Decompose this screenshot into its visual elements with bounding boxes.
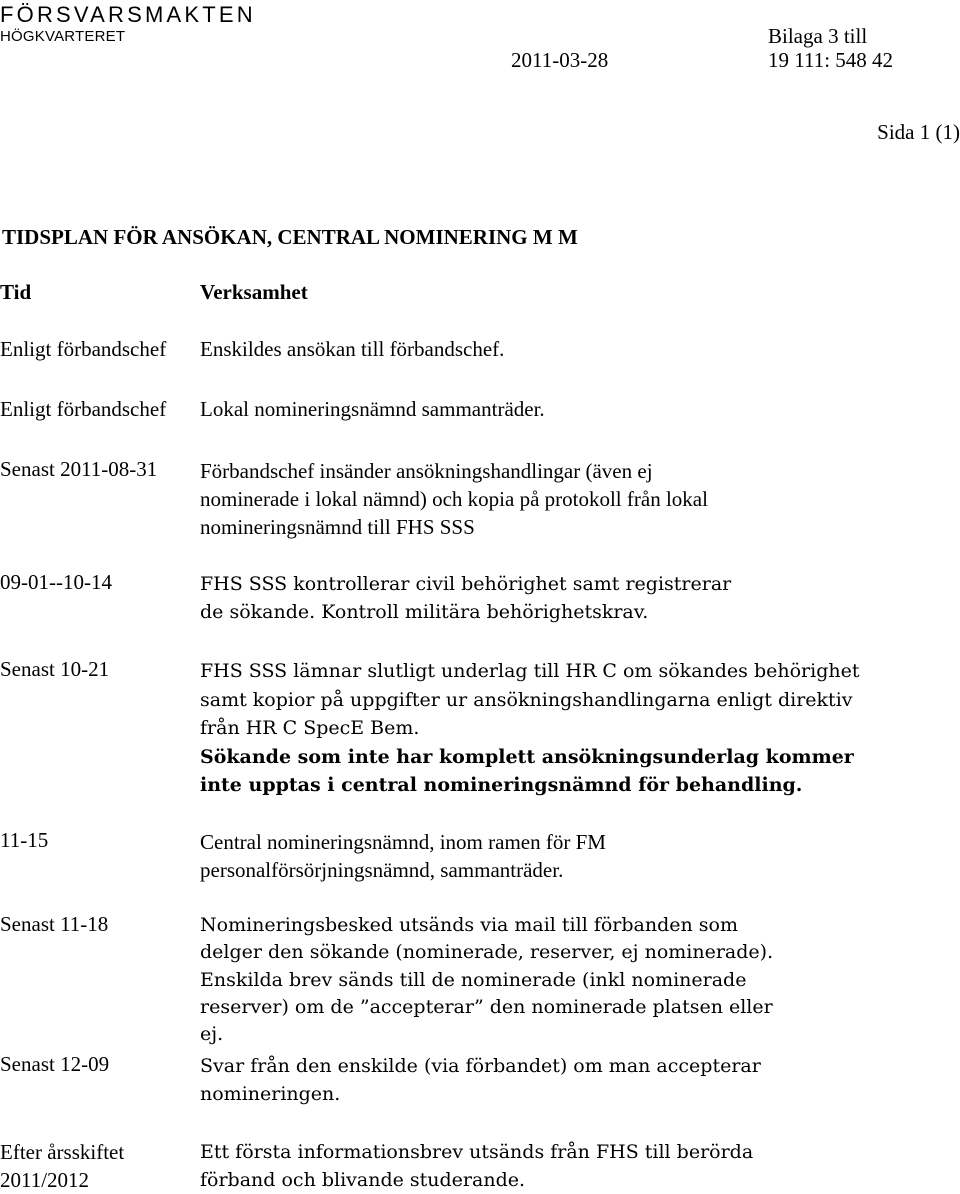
row-activity [200,457,708,541]
activity-line: Nomineringsbesked utsänds via mail till förbanden som [200,914,738,936]
column-header-tid: Tid [0,280,32,304]
activity-line-bold: inte upptas i central nomineringsnämnd för behandling. [200,774,803,797]
unit-name: HÖGKVARTERET [0,28,126,45]
activity-line: personalförsörjningsnämnd, sammanträder. [200,858,564,882]
activity-line: ej. [200,1023,224,1046]
activity-line: Ett första informationsbrev utsänds från FHS till berörda [200,1141,754,1163]
row-activity [200,912,773,1048]
activity-line-bold: Sökande som inte har komplett ansökningsunderlag kommer [200,745,854,768]
row-time: Senast 12-09 [0,1052,110,1076]
activity-line: Förbandschef insänder ansökningshandlingar (även ej [200,459,653,483]
row-time: Senast 10-21 [0,657,110,681]
row-time: Senast 2011-08-31 [0,457,158,481]
activity-line: nomineringsnämnd till FHS SSS [200,515,475,539]
row-time: Senast 11-18 [0,912,109,936]
activity-line: nomineringen. [200,1083,341,1105]
row-time: 09-01--10-14 [0,570,112,594]
row-activity [200,337,504,362]
activity-line: nominerade i lokal nämnd) och kopia på protokoll från lokal [200,487,708,511]
document-title: TIDSPLAN FÖR ANSÖKAN, CENTRAL NOMINERING M M [2,225,578,249]
activity-line: Enskilda brev sänds till de nominerade (inkl nominerade [200,968,747,991]
row-time [0,1138,124,1194]
column-header-verksamhet: Verksamhet [200,280,308,304]
activity-line: Enskildes ansökan till förbandschef. [200,337,505,361]
activity-line: FHS SSS kontrollerar civil behörighet samt registrerar [200,573,732,595]
activity-line: Svar från den enskilde (via förbandet) om man accepterar [200,1055,761,1077]
activity-line: från HR C SpecE Bem. [200,717,420,740]
row-time-line: Efter årsskiftet [0,1140,125,1164]
row-activity [200,1052,761,1108]
row-time: Enligt förbandschef [0,337,167,361]
row-activity [200,397,545,422]
row-activity [200,1138,753,1194]
document-date: 2011-03-28 [511,48,609,72]
activity-line: FHS SSS lämnar slutligt underlag till HR C om sökandes behörighet [200,660,860,682]
row-time-line: 2011/2012 [0,1168,90,1192]
activity-line: reserver) om de ”accepterar” den nominerade platsen eller [200,995,773,1018]
page-number: Sida 1 (1) [877,120,960,144]
row-activity [200,570,731,626]
activity-line: de sökande. Kontroll militära behörighetskrav. [200,601,649,623]
reference-number: 19 111: 548 42 [768,48,894,72]
attachment-label: Bilaga 3 till [768,24,868,48]
row-time: 11-15 [0,828,49,852]
activity-line: delger den sökande (nominerade, reserver, ej nominerade). [200,941,774,964]
activity-line: förband och blivande studerande. [200,1169,526,1191]
org-name: FÖRSVARSMAKTEN [0,2,256,27]
row-activity [200,828,606,884]
activity-line: Lokal nomineringsnämnd sammanträder. [200,397,545,421]
row-activity [200,657,859,800]
row-time: Enligt förbandschef [0,397,167,421]
activity-line: samt kopior på uppgifter ur ansökningshandlingarna enligt direktiv [200,688,853,711]
activity-line: Central nomineringsnämnd, inom ramen för FM [200,830,606,854]
